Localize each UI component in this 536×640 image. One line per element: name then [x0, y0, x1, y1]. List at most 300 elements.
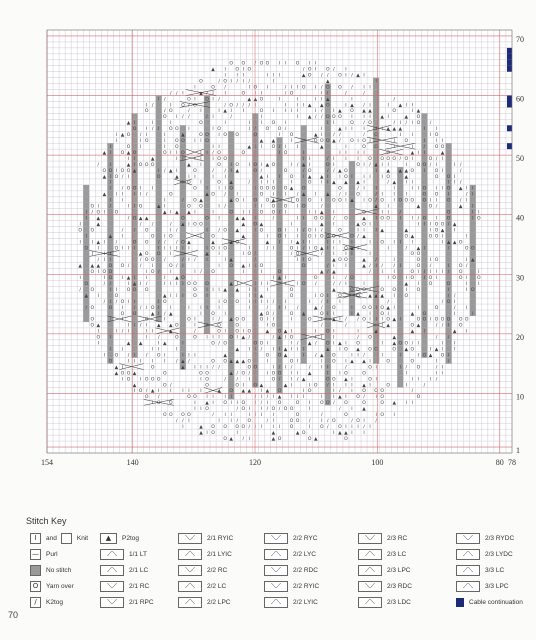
stitch-symbol: I [121, 198, 124, 204]
stitch-symbol: I [387, 311, 389, 317]
no-stitch-cell [204, 298, 210, 304]
no-stitch-cell [276, 298, 282, 304]
stitch-symbol: / [206, 115, 208, 121]
key-symbol-icon: — [32, 549, 39, 558]
stitch-symbol: / [290, 252, 293, 258]
stitch-symbol: ▲ [338, 395, 342, 401]
no-stitch-cell [180, 167, 186, 173]
stitch-symbol: I [345, 156, 347, 162]
stitch-symbol: / [393, 121, 396, 127]
stitch-symbol: / [266, 246, 269, 252]
stitch-symbol: I [133, 156, 136, 162]
stitch-symbol: O [338, 198, 342, 204]
stitch-symbol: I [309, 407, 311, 413]
no-stitch-cell [107, 292, 113, 298]
no-stitch-cell [156, 113, 162, 119]
stitch-symbol: ▲ [416, 204, 421, 210]
stitch-symbol: I [369, 103, 371, 109]
stitch-symbol: O [277, 371, 282, 377]
stitch-symbol: I [327, 91, 329, 97]
stitch-symbol: O [235, 198, 240, 204]
stitch-symbol: O [446, 317, 451, 323]
no-stitch-cell [301, 131, 307, 137]
stitch-symbol: O [229, 335, 234, 341]
no-stitch-cell [156, 155, 162, 161]
no-stitch-cell [228, 221, 234, 227]
stitch-symbol: ▲ [392, 401, 397, 407]
stitch-symbol: O [404, 341, 409, 347]
stitch-symbol: / [375, 258, 377, 264]
stitch-symbol: I [296, 103, 299, 109]
stitch-symbol: I [224, 186, 226, 192]
cable-continuation-cell [507, 101, 512, 107]
stitch-symbol: O [156, 174, 161, 180]
stitch-symbol: I [290, 371, 293, 377]
stitch-symbol: O [416, 115, 421, 121]
stitch-symbol: O [126, 377, 131, 383]
stitch-symbol: ▲ [404, 168, 409, 174]
stitch-symbol: O [380, 311, 384, 317]
stitch-symbol: O [90, 228, 95, 234]
col-label: 100 [371, 458, 384, 467]
stitch-symbol: I [182, 246, 184, 252]
stitch-symbol: ▲ [169, 311, 173, 317]
stitch-symbol: / [447, 270, 450, 276]
no-stitch-cell [276, 340, 282, 346]
stitch-symbol: I [453, 311, 456, 317]
no-stitch-cell [373, 101, 379, 107]
stitch-symbol: I [218, 216, 220, 222]
stitch-symbol: I [309, 401, 311, 407]
stitch-symbol: / [151, 103, 154, 109]
stitch-symbol: I [218, 133, 220, 139]
stitch-symbol: / [163, 168, 166, 174]
key-item-k2tog [30, 596, 63, 608]
stitch-symbol: I [248, 264, 250, 270]
stitch-symbol: ▲ [126, 150, 131, 156]
stitch-symbol: ▲ [229, 281, 233, 287]
stitch-symbol: I [103, 258, 106, 264]
no-stitch-cell [156, 161, 162, 167]
stitch-symbol: O [319, 401, 324, 407]
stitch-symbol: O [156, 377, 161, 383]
stitch-symbol: I [381, 210, 383, 216]
stitch-symbol: I [345, 264, 347, 270]
key-item-lyic-2-1 [178, 548, 232, 560]
stitch-symbol: O [277, 270, 282, 276]
no-stitch-cell [180, 328, 186, 334]
no-stitch-cell [325, 280, 331, 286]
stitch-symbol: ▲ [265, 329, 270, 335]
no-stitch-cell [204, 179, 210, 185]
stitch-symbol: O [368, 335, 372, 341]
stitch-symbol: / [266, 305, 269, 311]
stitch-symbol: I [254, 264, 257, 270]
stitch-symbol: O [277, 401, 282, 407]
key-item-rdc-2-2 [264, 564, 318, 576]
stitch-symbol: ▲ [169, 323, 173, 329]
stitch-symbol: ▲ [319, 270, 324, 276]
stitch-symbol: I [309, 156, 311, 162]
stitch-symbol: ▲ [319, 210, 324, 216]
stitch-symbol: I [381, 341, 383, 347]
key-item-lpc-3-3 [456, 580, 509, 592]
no-stitch-cell [421, 304, 427, 310]
no-stitch-cell [421, 155, 427, 161]
stitch-symbol: O [175, 323, 179, 329]
stitch-symbol: O [392, 276, 397, 282]
key-item-purl [30, 548, 58, 560]
stitch-symbol: I [417, 186, 420, 192]
no-stitch-cell [252, 322, 258, 328]
stitch-symbol: I [369, 383, 371, 389]
stitch-symbol: / [447, 246, 450, 252]
stitch-symbol: I [127, 299, 130, 305]
no-stitch-cell [373, 113, 379, 119]
stitch-symbol: I [333, 240, 335, 246]
stitch-symbol: O [181, 216, 185, 222]
stitch-symbol: I [266, 371, 269, 377]
stitch-symbol: O [356, 341, 360, 347]
key-label: 1/1 LT [129, 550, 147, 558]
stitch-symbol: O [120, 299, 125, 305]
stitch-symbol: ▲ [211, 240, 215, 246]
stitch-symbol: / [236, 103, 239, 109]
stitch-symbol: ▲ [205, 252, 209, 258]
no-stitch-cell [421, 119, 427, 125]
stitch-symbol: I [290, 222, 293, 228]
stitch-symbol: O [458, 323, 463, 329]
stitch-symbol: / [188, 109, 190, 115]
stitch-symbol: O [313, 139, 318, 145]
no-stitch-cell [446, 161, 452, 167]
stitch-symbol: I [248, 293, 250, 299]
stitch-symbol: I [375, 305, 377, 311]
stitch-symbol: I [453, 299, 456, 305]
stitch-symbol: O [223, 341, 227, 347]
no-stitch-cell [397, 370, 403, 376]
stitch-symbol: ▲ [126, 121, 131, 127]
stitch-symbol: O [362, 389, 366, 395]
stitch-symbol: / [465, 192, 468, 198]
no-stitch-cell [276, 155, 282, 161]
stitch-symbol: I [212, 395, 214, 401]
stitch-symbol: I [278, 97, 281, 103]
stitch-symbol: / [176, 419, 178, 425]
stitch-symbol: O [162, 299, 167, 305]
stitch-symbol: / [423, 144, 426, 150]
stitch-symbol: I [441, 139, 444, 145]
stitch-symbol: I [145, 335, 148, 341]
key-label: 2/3 LC [387, 550, 407, 558]
stitch-symbol: I [164, 204, 166, 210]
key-label: 3/3 LPC [485, 582, 509, 590]
stitch-symbol: O [458, 276, 463, 282]
stitch-symbol: ▲ [259, 174, 264, 180]
stitch-symbol: I [145, 103, 148, 109]
stitch-symbol: ▲ [102, 150, 107, 156]
stitch-symbol: O [132, 150, 137, 156]
no-stitch-cell [83, 262, 89, 268]
stitch-symbol: I [248, 299, 250, 305]
stitch-symbol: I [182, 353, 184, 359]
stitch-symbol: I [411, 156, 414, 162]
stitch-symbol: I [194, 139, 196, 145]
stitch-symbol: ▲ [217, 389, 221, 395]
stitch-symbol: / [145, 281, 148, 287]
stitch-symbol: I [327, 311, 329, 317]
stitch-symbol: / [417, 216, 420, 222]
no-stitch-cell [470, 239, 476, 245]
stitch-symbol: O [90, 323, 95, 329]
stitch-symbol: ▲ [271, 430, 276, 436]
stitch-symbol: I [441, 365, 444, 371]
stitch-symbol: O [295, 61, 300, 67]
stitch-symbol: O [187, 281, 191, 287]
stitch-symbol: I [133, 192, 136, 198]
stitch-symbol: O [211, 192, 215, 198]
stitch-symbol: I [333, 335, 335, 341]
stitch-symbol: I [103, 210, 106, 216]
stitch-symbol: / [248, 79, 251, 85]
stitch-symbol: O [458, 317, 463, 323]
stitch-symbol: / [266, 407, 269, 413]
stitch-symbol: I [79, 240, 81, 246]
stitch-symbol: O [144, 109, 149, 115]
stitch-symbol: I [429, 258, 432, 264]
no-stitch-cell [180, 161, 186, 167]
stitch-symbol: / [339, 389, 341, 395]
no-stitch-cell [373, 107, 379, 113]
stitch-symbol: I [321, 97, 323, 103]
stitch-symbol: I [218, 419, 220, 425]
stitch-symbol: / [459, 180, 462, 186]
stitch-symbol: / [369, 264, 371, 270]
stitch-symbol: ▲ [386, 127, 390, 133]
stitch-symbol: O [168, 192, 173, 198]
stitch-symbol: / [278, 365, 281, 371]
stitch-symbol: I [236, 335, 238, 341]
stitch-symbol: O [108, 276, 113, 282]
key-item-lpc-2-2 [178, 596, 231, 608]
stitch-symbol: O [193, 168, 197, 174]
stitch-symbol: O [211, 234, 215, 240]
stitch-symbol: O [150, 377, 155, 383]
stitch-symbol: I [441, 234, 444, 240]
stitch-symbol: I [441, 240, 444, 246]
stitch-symbol: I [411, 240, 414, 246]
stitch-symbol: I [327, 246, 329, 252]
stitch-symbol: / [260, 347, 263, 353]
stitch-symbol: ▲ [362, 264, 366, 270]
stitch-symbol: I [254, 91, 257, 97]
no-stitch-cell [228, 328, 234, 334]
stitch-symbol: I [260, 270, 263, 276]
stitch-symbol: I [441, 168, 444, 174]
stitch-symbol: ▲ [350, 103, 354, 109]
stitch-symbol: / [453, 293, 456, 299]
no-stitch-cell [325, 393, 331, 399]
stitch-symbol: / [133, 305, 136, 311]
stitch-symbol: I [248, 121, 250, 127]
no-stitch-cell [156, 280, 162, 286]
stitch-symbol: O [271, 121, 276, 127]
stitch-symbol: ▲ [138, 216, 143, 222]
stitch-symbol: I [290, 383, 293, 389]
stitch-symbol: / [333, 401, 335, 407]
stitch-symbol: I [224, 258, 226, 264]
stitch-symbol: ▲ [362, 383, 366, 389]
stitch-symbol: / [345, 91, 347, 97]
stitch-symbol: O [374, 389, 378, 395]
key-symbol-icon: ⟋⟍ [100, 565, 124, 576]
stitch-symbol: I [472, 216, 474, 222]
stitch-symbol: I [115, 192, 118, 198]
stitch-symbol: O [259, 341, 264, 347]
stitch-symbol: I [284, 144, 287, 150]
no-stitch-cell [301, 143, 307, 149]
no-stitch-cell [373, 352, 379, 358]
stitch-symbol: / [212, 413, 214, 419]
stitch-symbol: / [139, 305, 142, 311]
stitch-symbol: O [338, 186, 342, 192]
stitch-symbol: I [315, 329, 317, 335]
no-stitch-cell [156, 286, 162, 292]
no-stitch-cell [397, 304, 403, 310]
stitch-symbol: O [325, 115, 330, 121]
no-stitch-cell [156, 233, 162, 239]
stitch-symbol: / [314, 341, 317, 347]
stitch-symbol: I [333, 276, 335, 282]
stitch-symbol: I [302, 156, 305, 162]
stitch-symbol: O [265, 353, 270, 359]
no-stitch-cell [470, 221, 476, 227]
stitch-symbol: / [254, 252, 257, 258]
stitch-symbol: ▲ [96, 323, 101, 329]
stitch-symbol: I [272, 79, 275, 85]
stitch-symbol: I [309, 246, 311, 252]
stitch-symbol: I [453, 347, 456, 353]
stitch-symbol: / [429, 264, 432, 270]
stitch-symbol: I [145, 323, 148, 329]
no-stitch-cell [446, 155, 452, 161]
stitch-symbol: / [369, 162, 371, 168]
stitch-symbol: I [369, 424, 371, 430]
stitch-symbol: O [253, 341, 258, 347]
stitch-symbol: O [144, 240, 149, 246]
stitch-symbol: ▲ [271, 198, 276, 204]
stitch-symbol: ▲ [229, 359, 233, 365]
stitch-symbol: O [289, 91, 294, 97]
no-stitch-cell [421, 203, 427, 209]
stitch-symbol: I [284, 121, 287, 127]
no-stitch-cell [204, 310, 210, 316]
stitch-symbol: I [333, 311, 335, 317]
stitch-symbol: I [333, 121, 335, 127]
stitch-symbol: I [296, 144, 299, 150]
stitch-symbol: ▲ [84, 293, 89, 299]
stitch-symbol: / [345, 317, 347, 323]
stitch-symbol: O [332, 353, 336, 359]
stitch-symbol: I [351, 353, 353, 359]
no-stitch-cell [252, 113, 258, 119]
stitch-symbol: O [416, 252, 421, 258]
stitch-symbol: I [278, 347, 281, 353]
stitch-symbol: / [139, 323, 142, 329]
stitch-symbol: / [127, 353, 130, 359]
stitch-symbol: I [139, 281, 142, 287]
key-label: 2/3 LYDC [485, 550, 513, 558]
stitch-symbol: I [315, 335, 317, 341]
stitch-symbol: O [428, 156, 433, 162]
stitch-symbol: O [144, 139, 149, 145]
stitch-symbol: ▲ [277, 395, 282, 401]
stitch-symbol: / [188, 359, 190, 365]
stitch-symbol: I [351, 383, 353, 389]
stitch-symbol: I [417, 222, 420, 228]
stitch-symbol: ▲ [181, 365, 185, 371]
no-stitch-cell [397, 173, 403, 179]
no-stitch-cell [276, 256, 282, 262]
stitch-symbol: / [393, 97, 396, 103]
stitch-symbol: I [206, 228, 208, 234]
stitch-symbol: O [446, 198, 451, 204]
stitch-symbol: O [247, 252, 252, 258]
no-stitch-cell [276, 358, 282, 364]
no-stitch-cell [373, 137, 379, 143]
stitch-symbol: I [333, 156, 335, 162]
stitch-symbol: ▲ [356, 347, 360, 353]
stitch-symbol: / [345, 276, 347, 282]
no-stitch-cell [204, 239, 210, 245]
stitch-symbol: I [139, 192, 142, 198]
stitch-symbol: ▲ [350, 359, 354, 365]
stitch-symbol: I [260, 204, 263, 210]
stitch-symbol: O [422, 311, 427, 317]
stitch-symbol: I [109, 347, 112, 353]
stitch-symbol: I [272, 192, 275, 198]
stitch-symbol: I [357, 353, 359, 359]
stitch-symbol: I [435, 186, 438, 192]
stitch-symbol: I [435, 270, 438, 276]
stitch-symbol: O [416, 258, 421, 264]
no-stitch-cell [397, 179, 403, 185]
stitch-symbol: I [339, 299, 341, 305]
stitch-symbol: I [254, 401, 257, 407]
stitch-symbol: I [200, 407, 202, 413]
no-stitch-cell [470, 233, 476, 239]
stitch-symbol: ▲ [326, 97, 330, 103]
stitch-symbol: / [308, 419, 311, 425]
key-item-lc-2-3 [358, 548, 406, 560]
stitch-symbol: I [188, 127, 190, 133]
stitch-symbol: O [440, 353, 445, 359]
stitch-symbol: O [368, 156, 372, 162]
key-label: No stitch [46, 566, 72, 574]
stitch-symbol: / [206, 323, 208, 329]
stitch-symbol: I [375, 413, 377, 419]
stitch-symbol: ▲ [356, 180, 360, 186]
stitch-symbol: I [109, 335, 112, 341]
stitch-symbol: I [333, 329, 335, 335]
stitch-symbol: O [259, 97, 264, 103]
no-stitch-cell [180, 310, 186, 316]
stitch-symbol: I [206, 287, 208, 293]
stitch-symbol: I [423, 276, 426, 282]
stitch-symbol: / [157, 335, 160, 341]
stitch-symbol: ▲ [289, 186, 294, 192]
no-stitch-cell [301, 233, 307, 239]
